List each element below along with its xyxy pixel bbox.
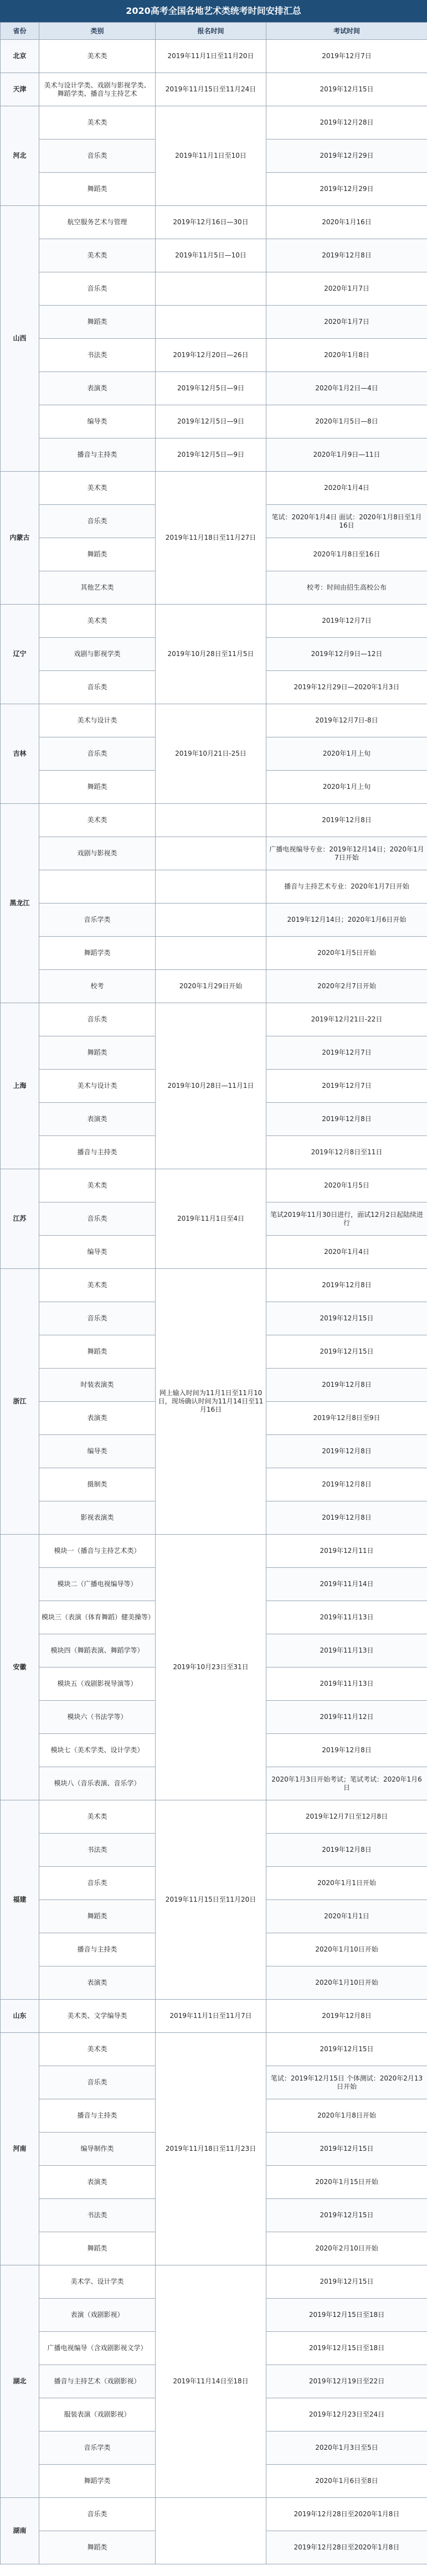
exam-time-cell: 2020年1月10日开始 [266, 1966, 427, 2000]
exam-time-cell: 2020年1月15日开始 [266, 2166, 427, 2199]
category-cell: 表演类 [39, 2166, 156, 2199]
category-cell: 美术学、设计学类 [39, 2265, 156, 2299]
category-cell: 书法类 [39, 2199, 156, 2232]
exam-time-cell: 2019年12月28日至2020年1月8日 [266, 2498, 427, 2531]
exam-time-cell: 笔试：2019年12月15日 个体测试：2020年2月13日开始 [266, 2066, 427, 2099]
signup-cell: 2019年11月1日至11月7日 [156, 2000, 266, 2033]
category-cell: 舞蹈类 [39, 1335, 156, 1369]
signup-cell: 2019年11月1日至11月20日 [156, 40, 266, 73]
category-cell: 舞蹈类 [39, 538, 156, 571]
table-row [1, 106, 427, 140]
category-cell: 音乐学类 [39, 904, 156, 937]
category-cell: 美术与设计类 [39, 704, 156, 737]
province-cell: 内蒙古 [1, 472, 39, 605]
exam-time-cell: 2019年12月29日—2020年1月3日 [266, 671, 427, 704]
exam-time-cell: 2019年12月7日 [266, 1036, 427, 1070]
table-row [1, 206, 427, 239]
exam-time-cell: 2019年12月7日 [266, 40, 427, 73]
exam-time-cell: 2019年12月19日至22日 [266, 2365, 427, 2398]
signup-cell: 2019年10月21日-25日 [156, 704, 266, 804]
category-cell: 音乐类 [39, 1302, 156, 1335]
exam-time-cell: 2019年12月8日 [266, 1269, 427, 1302]
table-row [1, 306, 427, 339]
exam-time-cell: 2019年12月15日 [266, 1335, 427, 1369]
province-cell: 黑龙江 [1, 804, 39, 1003]
signup-cell: 网上输入时间为11月1日至11月10日，现场确认时间为11月14日至11月16日 [156, 1269, 266, 1535]
province-cell: 山东 [1, 2000, 39, 2033]
exam-time-cell: 2019年12月8日 [266, 1834, 427, 1867]
category-cell: 表演类 [39, 372, 156, 405]
province-cell: 辽宁 [1, 605, 39, 704]
signup-cell: 2019年11月5日—10日 [156, 239, 266, 272]
province-cell: 浙江 [1, 1269, 39, 1535]
exam-time-cell: 2019年11月13日 [266, 1634, 427, 1668]
signup-cell: 2019年10月23日至31日 [156, 1535, 266, 1800]
exam-time-cell: 2020年1月9日—11日 [266, 438, 427, 472]
category-cell: 音乐类 [39, 1867, 156, 1900]
category-cell: 音乐类 [39, 1003, 156, 1036]
province-cell: 北京 [1, 40, 39, 73]
exam-time-cell: 2019年12月15日至18日 [266, 2332, 427, 2365]
exam-time-cell: 2019年12月28日 [266, 106, 427, 140]
exam-time-cell: 2020年1月4日 [266, 472, 427, 505]
table-row [1, 870, 427, 904]
table-row [1, 438, 427, 472]
category-cell: 编导类 [39, 405, 156, 438]
category-cell: 美术类、文学编导类 [39, 2000, 156, 2033]
signup-cell [156, 306, 266, 339]
table-row [1, 605, 427, 638]
category-cell: 摄制类 [39, 1468, 156, 1501]
province-cell: 河南 [1, 2033, 39, 2265]
signup-cell [156, 870, 266, 904]
exam-time-cell: 2019年12月8日至9日 [266, 1402, 427, 1435]
signup-cell: 2019年10月28日至11月5日 [156, 605, 266, 704]
exam-time-cell: 2020年1月10日开始 [266, 1933, 427, 1966]
category-cell: 舞蹈类 [39, 1900, 156, 1933]
exam-time-cell: 2019年12月21日-22日 [266, 1003, 427, 1036]
exam-time-cell: 2019年11月13日 [266, 1668, 427, 1701]
table-row [1, 239, 427, 272]
category-cell: 舞蹈类 [39, 771, 156, 804]
category-cell: 航空服务艺术与管理 [39, 206, 156, 239]
category-cell: 模块一（播音与主持艺术类） [39, 1535, 156, 1568]
category-cell: 播音与主持类 [39, 1136, 156, 1169]
category-cell: 美术与设计学类、戏剧与影视学类、舞蹈学类、播音与主持艺术 [39, 73, 156, 106]
exam-time-cell: 2019年12月8日 [266, 239, 427, 272]
exam-time-cell: 2019年12月8日 [266, 1734, 427, 1767]
category-cell: 美术类 [39, 40, 156, 73]
category-cell: 舞蹈学类 [39, 937, 156, 970]
exam-time-cell: 2020年1月上旬 [266, 771, 427, 804]
exam-time-cell: 2019年11月13日 [266, 1601, 427, 1634]
signup-cell [156, 937, 266, 970]
province-cell: 河北 [1, 106, 39, 206]
signup-cell: 2020年1月29日开始 [156, 970, 266, 1003]
category-cell: 播音与主持类 [39, 438, 156, 472]
signup-cell: 2019年10月28日—11月1日 [156, 1003, 266, 1169]
exam-time-cell: 2019年12月8日 [266, 1103, 427, 1136]
signup-cell: 2019年11月1日至10日 [156, 106, 266, 206]
category-cell: 舞蹈类 [39, 173, 156, 206]
exam-time-cell: 2019年12月23日至24日 [266, 2398, 427, 2432]
exam-time-cell: 播音与主持艺术专业：2020年1月7日开始 [266, 870, 427, 904]
header-province: 省份 [1, 23, 39, 40]
category-cell: 编导类 [39, 1435, 156, 1468]
exam-time-cell: 2019年12月9日—12日 [266, 638, 427, 671]
category-cell: 美术类 [39, 1800, 156, 1834]
province-cell: 山西 [1, 206, 39, 472]
table-row [1, 937, 427, 970]
exam-time-cell: 校考：时间由招生高校公布 [266, 571, 427, 605]
exam-time-cell: 2019年12月15日 [266, 73, 427, 106]
category-cell: 美术类 [39, 1169, 156, 1202]
exam-time-cell: 2019年12月7日 [266, 1070, 427, 1103]
category-cell: 音乐类 [39, 2498, 156, 2531]
category-cell: 音乐类 [39, 1202, 156, 1236]
table-row [1, 1269, 427, 1302]
category-cell: 美术类 [39, 472, 156, 505]
category-cell: 美术类 [39, 2033, 156, 2066]
exam-time-cell: 2020年1月7日 [266, 272, 427, 306]
exam-time-cell: 2019年12月8日 [266, 1435, 427, 1468]
signup-cell: 2019年11月15日至11月24日 [156, 73, 266, 106]
header-row [1, 23, 427, 40]
category-cell: 音乐学类 [39, 2432, 156, 2465]
exam-time-cell: 2020年1月8日开始 [266, 2099, 427, 2133]
exam-time-cell: 2019年12月8日至11日 [266, 1136, 427, 1169]
category-cell: 服装表演（戏剧影视） [39, 2398, 156, 2432]
table-row [1, 472, 427, 505]
category-cell: 其他艺术类 [39, 571, 156, 605]
category-cell: 表演（戏剧影视） [39, 2299, 156, 2332]
category-cell: 模块四（舞蹈表演、舞蹈学等） [39, 1634, 156, 1668]
table-row [1, 2033, 427, 2066]
signup-cell [156, 2498, 266, 2564]
signup-cell: 2019年12月5日—9日 [156, 405, 266, 438]
category-cell: 模块七（美术学类、设计学类） [39, 1734, 156, 1767]
exam-time-cell: 2020年1月上旬 [266, 737, 427, 771]
exam-time-cell: 2019年12月8日 [266, 1468, 427, 1501]
category-cell: 舞蹈类 [39, 2531, 156, 2564]
category-cell: 舞蹈类 [39, 2232, 156, 2265]
category-cell: 表演类 [39, 1103, 156, 1136]
exam-time-cell: 2019年12月15日 [266, 2033, 427, 2066]
table-row [1, 2498, 427, 2531]
exam-time-cell: 2020年1月1日 [266, 1900, 427, 1933]
category-cell: 舞蹈类 [39, 306, 156, 339]
category-cell: 时装表演类 [39, 1369, 156, 1402]
exam-time-cell: 2020年1月4日 [266, 1236, 427, 1269]
exam-time-cell: 2019年11月12日 [266, 1701, 427, 1734]
signup-cell: 2019年12月16日—30日 [156, 206, 266, 239]
signup-cell: 2019年11月1日至4日 [156, 1169, 266, 1269]
exam-time-cell: 广播电视编导专业：2019年12月14日；2020年1月7日开始 [266, 837, 427, 870]
category-cell [39, 870, 156, 904]
table-row [1, 372, 427, 405]
table-row [1, 1535, 427, 1568]
category-cell: 美术与设计类 [39, 1070, 156, 1103]
table-row [1, 405, 427, 438]
table-row [1, 2265, 427, 2299]
category-cell: 美术类 [39, 1269, 156, 1302]
province-cell: 安徽 [1, 1535, 39, 1800]
exam-time-cell: 2020年1月7日 [266, 306, 427, 339]
table-row [1, 804, 427, 837]
category-cell: 戏剧与影视学类 [39, 638, 156, 671]
exam-time-cell: 2020年1月5日开始 [266, 937, 427, 970]
exam-time-cell: 2019年12月29日 [266, 140, 427, 173]
exam-schedule-table [0, 22, 427, 2564]
category-cell: 舞蹈类 [39, 1036, 156, 1070]
category-cell: 模块八（音乐表演、音乐学） [39, 1767, 156, 1800]
exam-time-cell: 2020年1月5日—8日 [266, 405, 427, 438]
signup-cell [156, 272, 266, 306]
header-signup: 报名时间 [156, 23, 266, 40]
table-row [1, 704, 427, 737]
province-cell: 天津 [1, 73, 39, 106]
category-cell: 模块六（书法学等） [39, 1701, 156, 1734]
category-cell: 校考 [39, 970, 156, 1003]
exam-time-cell: 2019年12月11日 [266, 1535, 427, 1568]
province-cell: 湖北 [1, 2265, 39, 2498]
exam-time-cell: 笔试：2020年1月4日 面试：2020年1月8日至1月16日 [266, 505, 427, 538]
exam-time-cell: 2020年1月3日至5日 [266, 2432, 427, 2465]
page-title: 2020高考全国各地艺术类统考时间安排汇总 [0, 0, 427, 22]
category-cell: 模块三（表演（体育舞蹈）健美操等） [39, 1601, 156, 1634]
category-cell: 戏剧与影视类 [39, 837, 156, 870]
signup-cell: 2019年11月18日至11月27日 [156, 472, 266, 605]
table-row [1, 1169, 427, 1202]
exam-time-cell: 2020年2月10日开始 [266, 2232, 427, 2265]
exam-time-cell: 2019年12月8日 [266, 2000, 427, 2033]
exam-time-cell: 2019年12月15日至18日 [266, 2299, 427, 2332]
category-cell: 模块二（广播电视编导等） [39, 1568, 156, 1601]
category-cell: 播音与主持艺术（戏剧影视） [39, 2365, 156, 2398]
signup-cell: 2019年11月18日至11月23日 [156, 2033, 266, 2265]
exam-time-cell: 2019年12月28日至2020年1月8日 [266, 2531, 427, 2564]
exam-time-cell: 2020年1月6日至8日 [266, 2465, 427, 2498]
category-cell: 表演类 [39, 1966, 156, 2000]
category-cell: 广播电视编导（含戏剧影视文学） [39, 2332, 156, 2365]
category-cell: 表演类 [39, 1402, 156, 1435]
exam-time-cell: 2020年2月7日开始 [266, 970, 427, 1003]
category-cell: 美术类 [39, 239, 156, 272]
exam-time-cell: 2019年11月14日 [266, 1568, 427, 1601]
exam-time-cell: 2020年1月3日开始考试；笔试考试：2020年1月6日 [266, 1767, 427, 1800]
exam-time-cell: 2020年1月8日 [266, 339, 427, 372]
exam-time-cell: 2019年12月15日 [266, 2133, 427, 2166]
exam-time-cell: 2019年12月8日 [266, 1369, 427, 1402]
signup-cell [156, 804, 266, 837]
category-cell: 书法类 [39, 339, 156, 372]
category-cell: 播音与主持类 [39, 2099, 156, 2133]
header-category: 类别 [39, 23, 156, 40]
signup-cell: 2019年11月15日至11月20日 [156, 1800, 266, 2000]
category-cell: 舞蹈学类 [39, 2465, 156, 2498]
table-row [1, 2000, 427, 2033]
exam-time-cell: 2019年12月15日 [266, 2265, 427, 2299]
category-cell: 播音与主持类 [39, 1933, 156, 1966]
signup-cell: 2019年12月20日—26日 [156, 339, 266, 372]
exam-time-cell: 2020年1月8日至16日 [266, 538, 427, 571]
category-cell: 模块五（戏剧影视导演等） [39, 1668, 156, 1701]
category-cell: 音乐类 [39, 505, 156, 538]
category-cell: 音乐类 [39, 272, 156, 306]
signup-cell: 2019年12月5日—9日 [156, 372, 266, 405]
exam-time-cell: 2019年12月14日；2020年1月6日开始 [266, 904, 427, 937]
signup-cell [156, 904, 266, 937]
exam-time-cell: 2019年12月8日 [266, 1501, 427, 1535]
province-cell: 上海 [1, 1003, 39, 1169]
signup-cell [156, 837, 266, 870]
category-cell: 美术类 [39, 605, 156, 638]
signup-cell: 2019年11月14日至18日 [156, 2265, 266, 2498]
category-cell: 书法类 [39, 1834, 156, 1867]
table-row [1, 272, 427, 306]
category-cell: 音乐类 [39, 671, 156, 704]
exam-time-cell: 笔试2019年11月30日进行，面试12月2日起陆续进行 [266, 1202, 427, 1236]
table-row [1, 837, 427, 870]
table-row [1, 40, 427, 73]
province-cell: 湖南 [1, 2498, 39, 2564]
exam-time-cell: 2020年1月5日 [266, 1169, 427, 1202]
province-cell: 江苏 [1, 1169, 39, 1269]
header-exam: 考试时间 [266, 23, 427, 40]
category-cell: 美术类 [39, 106, 156, 140]
table-row [1, 970, 427, 1003]
category-cell: 美术类 [39, 804, 156, 837]
table-row [1, 1003, 427, 1036]
category-cell: 音乐类 [39, 140, 156, 173]
exam-time-cell: 2019年12月15日 [266, 1302, 427, 1335]
category-cell: 影视表演类 [39, 1501, 156, 1535]
province-cell: 福建 [1, 1800, 39, 2000]
province-cell: 吉林 [1, 704, 39, 804]
category-cell: 编导制作类 [39, 2133, 156, 2166]
category-cell: 音乐类 [39, 737, 156, 771]
table-row [1, 73, 427, 106]
category-cell: 编导类 [39, 1236, 156, 1269]
table-row [1, 1800, 427, 1834]
category-cell: 音乐类 [39, 2066, 156, 2099]
table-body [1, 40, 427, 2564]
exam-time-cell: 2019年12月29日 [266, 173, 427, 206]
table-row [1, 339, 427, 372]
exam-time-cell: 2020年1月1日开始 [266, 1867, 427, 1900]
exam-time-cell: 2019年12月7日-8日 [266, 704, 427, 737]
exam-time-cell: 2019年12月7日 [266, 605, 427, 638]
signup-cell: 2019年12月5日—9日 [156, 438, 266, 472]
exam-time-cell: 2019年12月15日 [266, 2199, 427, 2232]
exam-time-cell: 2019年12月8日 [266, 804, 427, 837]
exam-time-cell: 2020年1月16日 [266, 206, 427, 239]
table-row [1, 904, 427, 937]
exam-time-cell: 2019年12月7日至12月8日 [266, 1800, 427, 1834]
exam-time-cell: 2020年1月2日—4日 [266, 372, 427, 405]
